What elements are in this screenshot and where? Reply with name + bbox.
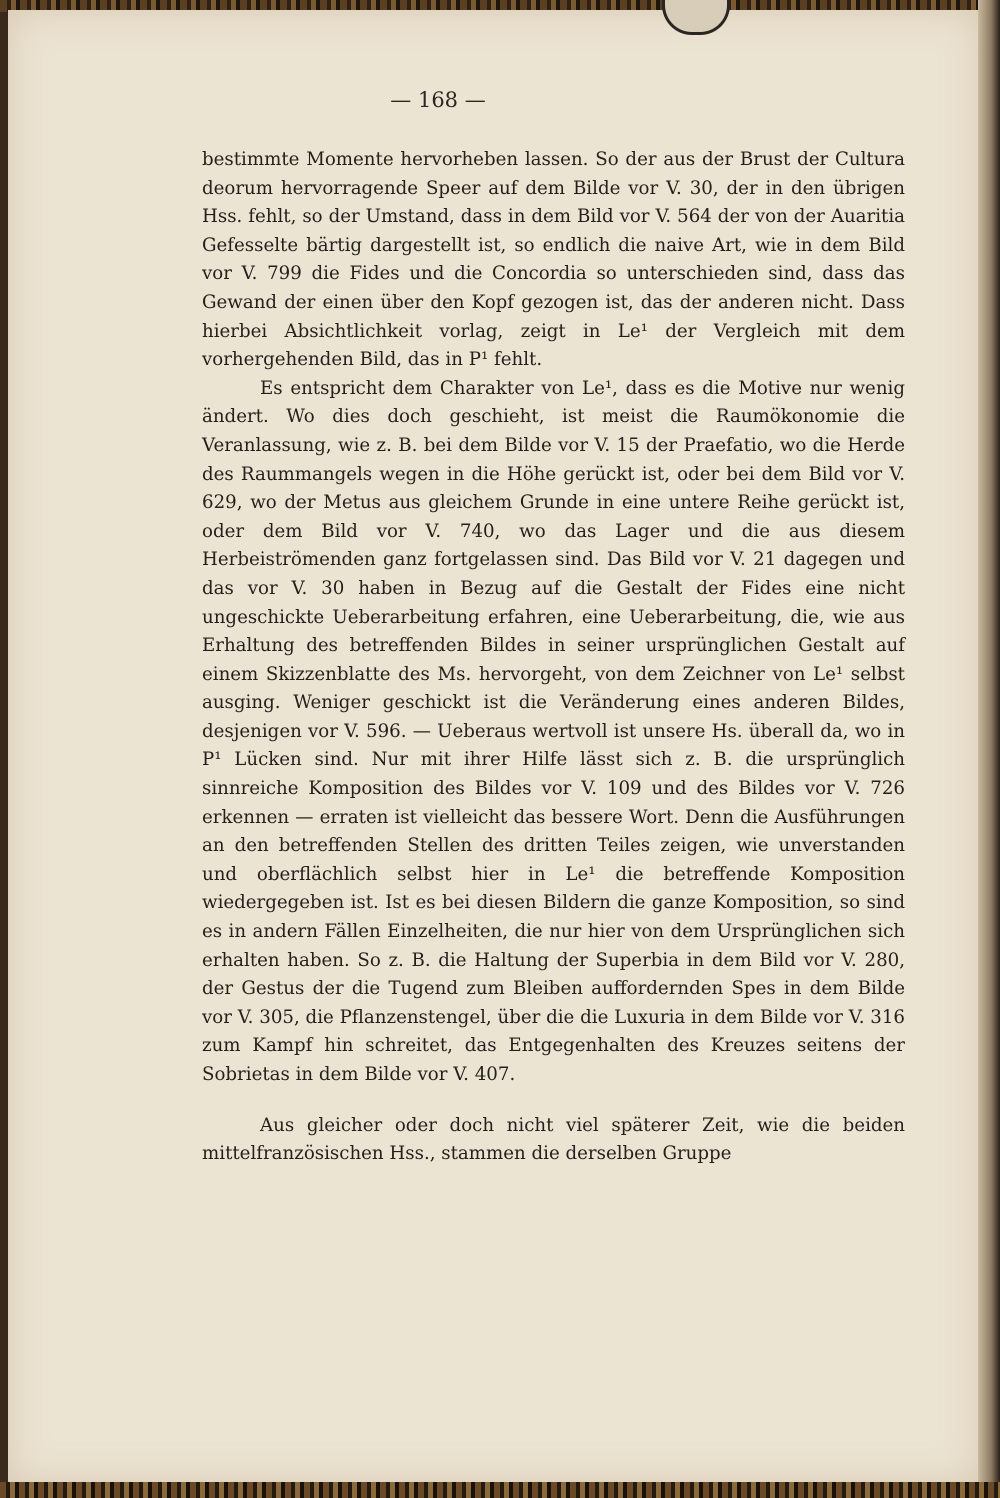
page-number: — 168 — bbox=[390, 88, 486, 112]
book-edge-right bbox=[978, 0, 1000, 1498]
paragraph-3: Aus gleicher oder doch nicht viel späterer Zeit, wie die beiden mittelfranzösischen Hss., stammen die derselben Gruppe bbox=[202, 1114, 905, 1165]
paragraph-1: bestimmte Momente hervorheben lassen. So der aus der Brust der Cultura deorum hervorragende Speer auf dem Bilde vor V. 30, der in den übrigen Hss. fehlt, so der Umstand, dass in dem Bild vor V. 564 der von der Auaritia Gefesselte bärtig dargestellt ist, so endlich die naive Art, wie in dem Bild vor V. 799 die Fides und die Concordia so unterschieden sind, dass das Gewand der einen über den Kopf gezogen ist, das der anderen nicht. Dass hierbei Absichtlichkeit vorlag, zeigt in Le¹ der Vergleich mit dem vorhergehenden Bild, das in P¹ fehlt. bbox=[202, 149, 905, 371]
paragraph-2: Es entspricht dem Charakter von Le¹, dass es die Motive nur wenig ändert. Wo dies doch geschieht, ist meist die Raumökonomie die Veranlassung, wie z. B. bei dem Bilde vor V. 15 der Praefatio, wo die Herde des Raummangels wegen in die Höhe gerückt ist, oder bei dem Bild vor V. 629, wo der Metus aus gleichem Grunde in eine untere Reihe gerückt ist, oder dem Bild vor V. 740, wo das Lager und die aus diesem Herbeiströmenden ganz fortgelassen sind. Das Bild vor V. 21 dagegen und das vor V. 30 haben in Bezug auf die Gestalt der Fides eine nicht ungeschickte Ueberarbeitung erfahren, eine Ueberarbeitung, die, wie aus Erhaltung des betreffenden Bildes in seiner ursprünglichen Gestalt auf einem Skizzenblatte des Ms. hervorgeht, von dem Zeichner von Le¹ selbst ausging. Weniger geschickt ist die Veränderung eines anderen Bildes, desjenigen vor V. 596. — Ueberaus wertvoll ist unsere Hs. überall da, wo in P¹ Lücken sind. Nur mit ihrer Hilfe lässt sich z. B. die ursprünglich sinnreiche Komposition des Bildes vor V. 109 und des Bildes vor V. 726 erkennen — erraten ist vielleicht das bessere Wort. Denn die Ausführungen an den betreffenden Stellen des dritten Teiles zeigen, wie unverstanden und oberflächlich selbst hier in Le¹ die betreffende Komposition wiedergegeben ist. Ist es bei diesen Bildern die ganze Komposition, so sind es in andern Fällen Einzelheiten, die nur hier von dem Ursprünglichen sich erhalten haben. So z. B. die Haltung der Superbia in dem Bild vor V. 280, der Gestus der die Tugend zum Bleiben auffordernden Spes in dem Bilde vor V. 305, die Pflanzenstengel, über die die Luxuria in dem Bilde vor V. 316 zum Kampf hin schreitet, das Entgegenhalten des Kreuzes seitens der Sobrietas in dem Bilde vor V. 407. bbox=[202, 377, 905, 1085]
book-page bbox=[8, 10, 980, 1484]
body-text bbox=[202, 146, 905, 1169]
book-edge-bottom bbox=[0, 1482, 1000, 1498]
